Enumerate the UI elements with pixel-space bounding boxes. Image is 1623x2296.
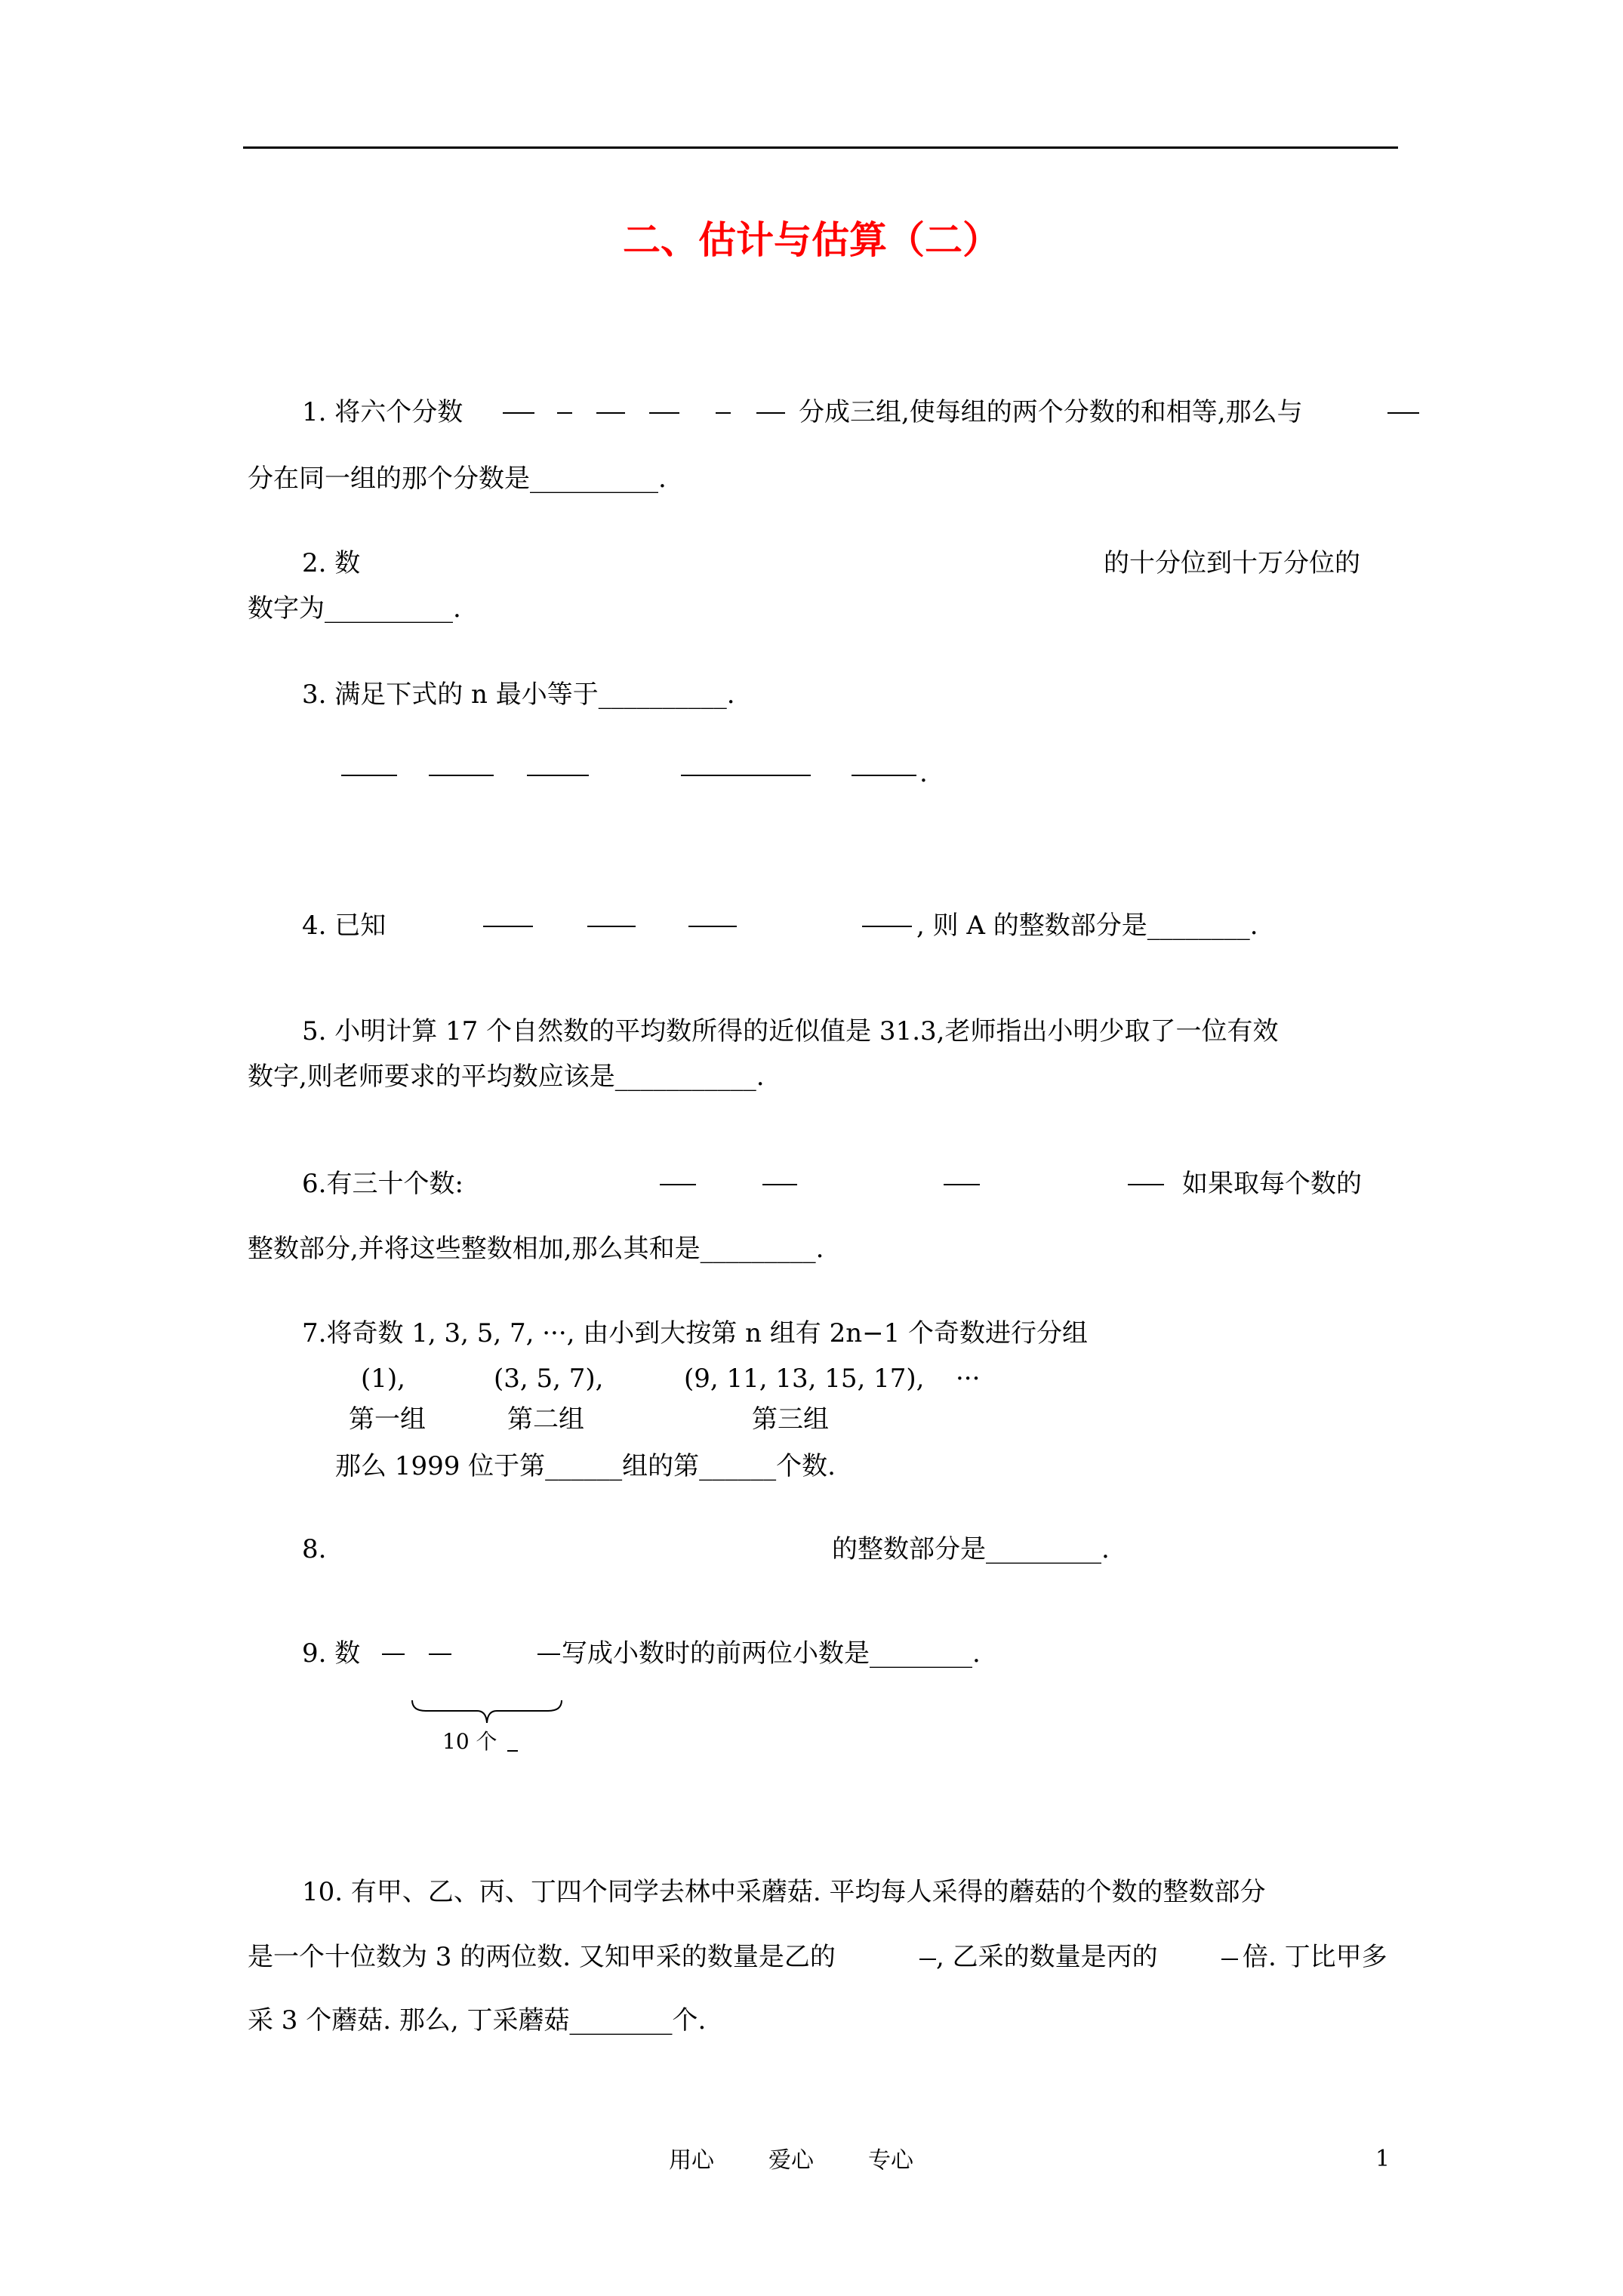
fraction-bar [681, 775, 811, 776]
footer-right: 专心 [868, 2147, 913, 2174]
q2-line2-text: 数字为__________. [248, 593, 461, 624]
q2-number-text: 2. 数 [302, 548, 361, 578]
q10-line2-text-b: , 乙采的数量是丙的 [936, 1942, 1158, 1972]
underbrace [411, 1699, 563, 1726]
q1-number-text: 1. 将六个分数 [302, 397, 463, 427]
q7-label-1: 第一组 [349, 1404, 426, 1435]
fraction-bar [1387, 412, 1419, 414]
fraction-bar [660, 1184, 696, 1185]
fraction-bar [596, 412, 625, 414]
q5-line1-text: 5. 小明计算 17 个自然数的平均数所得的近似值是 31.3,老师指出小明少取了一位有效 [302, 1016, 1279, 1046]
q10-line3-text: 采 3 个蘑菇. 那么, 丁采蘑菇________个. [248, 2005, 707, 2036]
fraction-bar [1128, 1184, 1164, 1185]
q7-label-2: 第二组 [507, 1404, 584, 1435]
fraction-bar [688, 926, 737, 927]
fraction-bar [429, 775, 494, 776]
q7-last-line: 那么 1999 位于第______组的第______个数. [335, 1451, 836, 1481]
q7-ellipsis: ··· [956, 1364, 981, 1394]
q3-formula-end: . [919, 758, 928, 788]
fraction-bar [862, 926, 912, 927]
q9-number-text: 9. 数 [302, 1638, 361, 1669]
fraction-bar [382, 1653, 405, 1655]
q3-line1-text: 3. 满足下式的 n 最小等于__________. [302, 680, 735, 710]
fraction-bar [587, 926, 636, 927]
q7-group-3: (9, 11, 13, 15, 17), [684, 1364, 925, 1394]
fraction-bar [919, 1959, 936, 1960]
footer-left: 用心 [669, 2147, 714, 2174]
q5-line2-text: 数字,则老师要求的平均数应该是___________. [248, 1062, 765, 1092]
q2-line1-text: 的十分位到十万分位的 [1104, 548, 1360, 578]
page-title: 二、估计与估算（二） [623, 217, 1000, 262]
fraction-bar [762, 1184, 797, 1185]
q7-group-2: (3, 5, 7), [494, 1364, 604, 1394]
q10-line1-text: 10. 有甲、乙、丙、丁四个同学去林中采蘑菇. 平均每人采得的蘑菇的个数的整数部分 [302, 1877, 1266, 1907]
q6-line2-text: 整数部分,并将这些整数相加,那么其和是_________. [248, 1234, 824, 1264]
q10-line2-text-a: 是一个十位数为 3 的两位数. 又知甲采的数量是乙的 [248, 1942, 836, 1972]
fraction-bar [1221, 1959, 1238, 1960]
header-rule [243, 146, 1398, 149]
fraction-bar [852, 775, 916, 776]
q1-line2-text: 分在同一组的那个分数是__________. [248, 464, 667, 494]
footer-middle: 爱心 [768, 2147, 814, 2174]
fraction-bar [483, 926, 533, 927]
page-number: 1 [1375, 2146, 1390, 2172]
fraction-bar [716, 412, 731, 414]
q9-brace-label: 10 个 [442, 1729, 497, 1754]
q10-line2-text-c: 倍. 丁比甲多 [1243, 1942, 1387, 1972]
q6-line1-text: 如果取每个数的 [1182, 1169, 1362, 1199]
q8-number-text: 8. [302, 1534, 327, 1564]
q7-label-3: 第三组 [752, 1404, 829, 1435]
fraction-bar [507, 1750, 518, 1752]
q7-group-1: (1), [361, 1364, 405, 1394]
fraction-bar [503, 412, 534, 414]
q9-line1-text: 写成小数时的前两位小数是________. [562, 1638, 981, 1669]
fraction-bar [557, 412, 572, 414]
q6-number-text: 6.有三十个数: [302, 1169, 463, 1199]
q1-line1-text: 分成三组,使每组的两个分数的和相等,那么与 [799, 397, 1303, 427]
q4-number-text: 4. 已知 [302, 911, 387, 941]
q7-line1-text: 7.将奇数 1, 3, 5, 7, ···, 由小到大按第 n 组有 2n−1 个奇数进行分组 [302, 1318, 1089, 1348]
fraction-bar [944, 1184, 980, 1185]
fraction-bar [756, 412, 785, 414]
fraction-bar [537, 1653, 560, 1655]
fraction-bar [429, 1653, 451, 1655]
q4-line1-text: , 则 A 的整数部分是________. [916, 911, 1258, 941]
q8-line1-text: 的整数部分是_________. [832, 1534, 1110, 1564]
fraction-bar [649, 412, 679, 414]
fraction-bar [341, 775, 397, 776]
fraction-bar [527, 775, 589, 776]
